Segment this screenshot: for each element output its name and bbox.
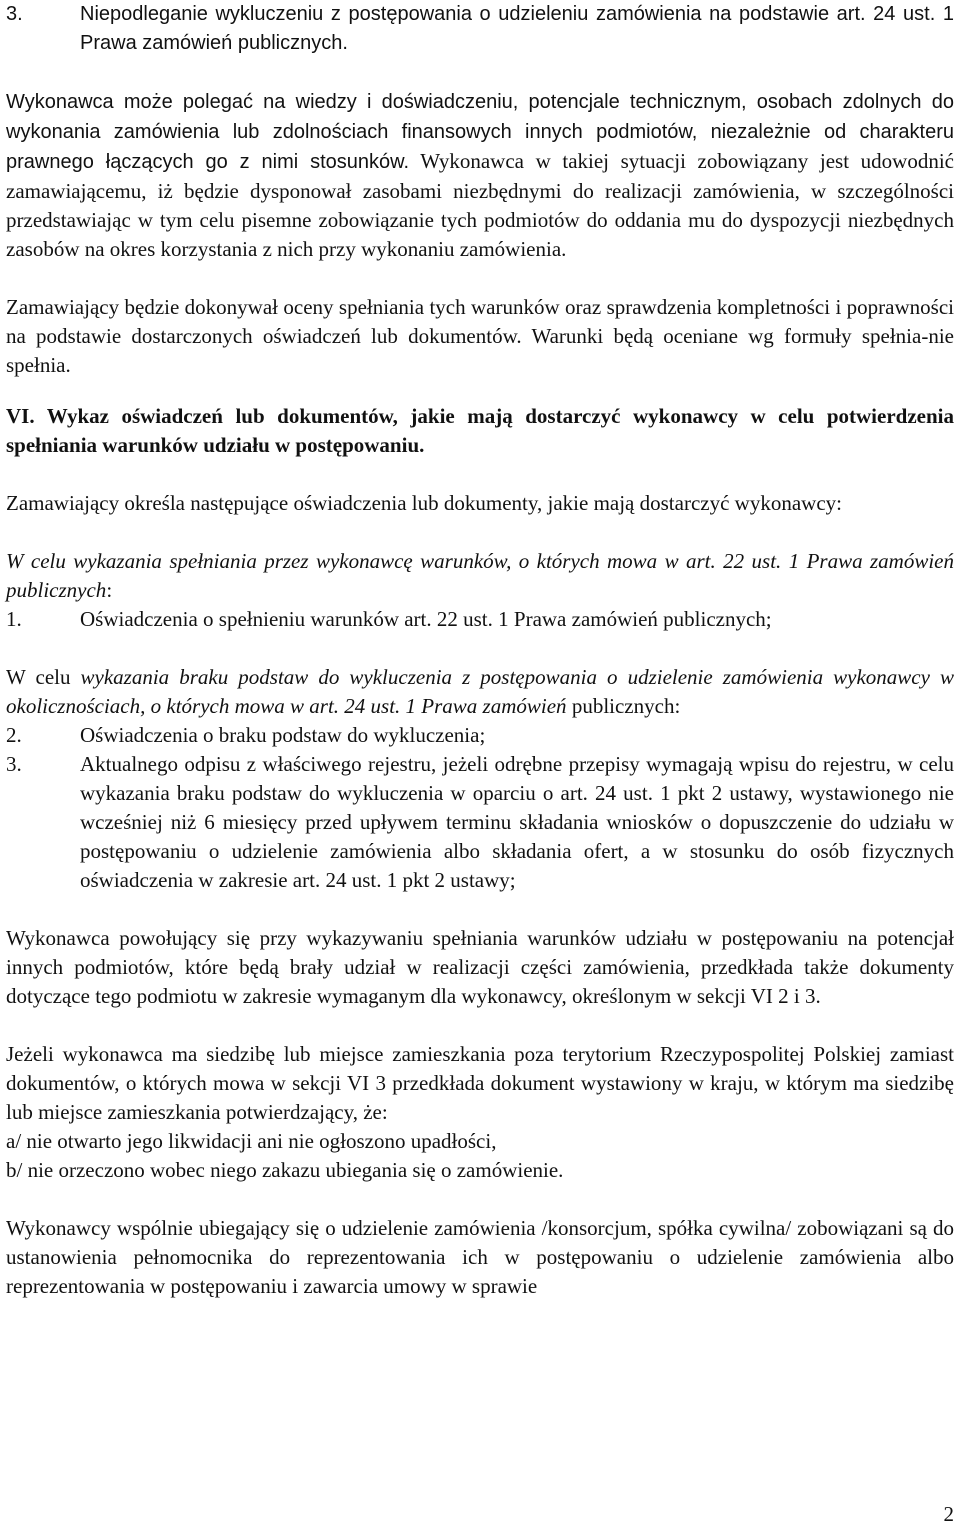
- page-number: 2: [943, 1502, 954, 1526]
- list-number: 1.: [6, 607, 22, 631]
- list-item: [6, 750, 954, 895]
- paragraph-assessment: Zamawiający będzie dokonywał oceny spełniania tych warunków oraz sprawdzenia kompletności i poprawności na podstawie dostarczonych oświadczeń lub dokumentów. Warunki będą oceniane wg formuły spełnia-nie spełnia.: [6, 295, 954, 377]
- list-number: 3.: [6, 752, 22, 776]
- list-item: [6, 605, 954, 634]
- group2-heading-suffix: publicznych:: [566, 694, 681, 718]
- paragraph-third-party: Wykonawca powołujący się przy wykazywaniu spełniania warunków udziału w postępowaniu na potencjał innych podmiotów, które będą brały udział w realizacji części zamówienia, przedkłada także dokumenty dotyczące tego podmiotu w zakresie wymaganym dla wykonawcy, określonym w sekcji VI 2 i 3.: [6, 926, 954, 1008]
- group2-heading-italic: wykazania braku podstaw do wykluczenia z postępowania o udzielenie zamówienia wykonawcy w okolicznościach, o których mowa w art. 24 ust. 1 Prawa zamówień: [6, 665, 954, 718]
- list-item-3-top: [6, 0, 954, 58]
- paragraph-resources-part1: Wykonawca może polegać na wiedzy i doświadczeniu, potencjale technicznym, osobach zdolnych do wykonania zamówienia lub zdolnościach finansowych innych podmiotów, niezależnie od charakteru prawnego łączących go z nimi stosunków.: [6, 91, 954, 173]
- section-heading: [6, 402, 954, 460]
- group1-heading-italic: W celu wykazania spełniania przez wykonawcę warunków, o których mowa w art. 22 ust. 1 Prawa zamówień publicznych: [6, 549, 954, 602]
- paragraph-resources-part2: Wykonawca w takiej sytuacji zobowiązany jest udowodnić zamawiającemu, iż będzie dysponował zasobami niezbędnymi do realizacji zamówienia, w szczególności przedstawiając w tym celu pisemne zobowiązanie tych podmiotów do oddania mu do dyspozycji niezbędnych zasobów na okres korzystania z nich przy wykonaniu zamówienia.: [6, 149, 954, 261]
- section-title: Wykaz oświadczeń lub dokumentów, jakie mają dostarczyć wykonawcy w celu potwierdzenia spełniania warunków udziału w postępowaniu.: [6, 404, 954, 457]
- list-item-text: Niepodleganie wykluczeniu z postępowania o udzieleniu zamówienia na podstawie art. 24 ust. 1 Prawa zamówień publicznych.: [80, 3, 954, 54]
- list-item-text: Oświadczenia o braku podstaw do wykluczenia;: [80, 723, 486, 747]
- paragraph-foreign: Jeżeli wykonawca ma siedzibę lub miejsce zamieszkania poza terytorium Rzeczypospolitej Polskiej zamiast dokumentów, o których mowa w sekcji VI 3 przedkłada dokument wystawiony w kraju, w którym ma siedzibę lub miejsce zamieszkania potwierdzający, że:: [6, 1042, 954, 1124]
- group1-heading-suffix: :: [106, 578, 113, 602]
- list-item: [6, 721, 954, 750]
- paragraph-intro: Zamawiający określa następujące oświadczenia lub dokumenty, jakie mają dostarczyć wykonawcy:: [6, 491, 842, 515]
- group2-heading-prefix: W celu: [6, 665, 81, 689]
- group2-heading: [6, 663, 954, 721]
- group1-heading: [6, 547, 954, 605]
- document-page: [6, 0, 954, 1301]
- paragraph-foreign-line-b: b/ nie orzeczono wobec niego zakazu ubiegania się o zamówienie.: [6, 1158, 564, 1182]
- section-number: VI.: [6, 404, 35, 428]
- list-item-text: Aktualnego odpisu z właściwego rejestru, jeżeli odrębne przepisy wymagają wpisu do rejestru, w celu wykazania braku podstaw do wykluczenia w oparciu o art. 24 ust. 1 pkt 2 ustawy, wystawionego nie wcześniej niż 6 miesięcy przed upływem terminu składania wniosków o dopuszczenie do udziału w postępowaniu o udzielenie zamówienia albo składania ofert, a w stosunku do osób fizycznych oświadczenia w zakresie art. 24 ust. 1 pkt 2 ustawy;: [80, 752, 954, 892]
- paragraph-consortium: Wykonawcy wspólnie ubiegający się o udzielenie zamówienia /konsorcjum, spółka cywilna/ zobowiązani są do ustanowienia pełnomocnika do reprezentowania ich w postępowaniu o udzielenie zamówienia albo reprezentowania w postępowaniu i zawarcia umowy w sprawie: [6, 1216, 954, 1298]
- paragraph-resources: [6, 87, 954, 264]
- list-number: 3.: [6, 3, 23, 25]
- list-item-text: Oświadczenia o spełnieniu warunków art. 22 ust. 1 Prawa zamówień publicznych;: [80, 607, 772, 631]
- list-number: 2.: [6, 723, 22, 747]
- paragraph-foreign-line-a: a/ nie otwarto jego likwidacji ani nie ogłoszono upadłości,: [6, 1129, 497, 1153]
